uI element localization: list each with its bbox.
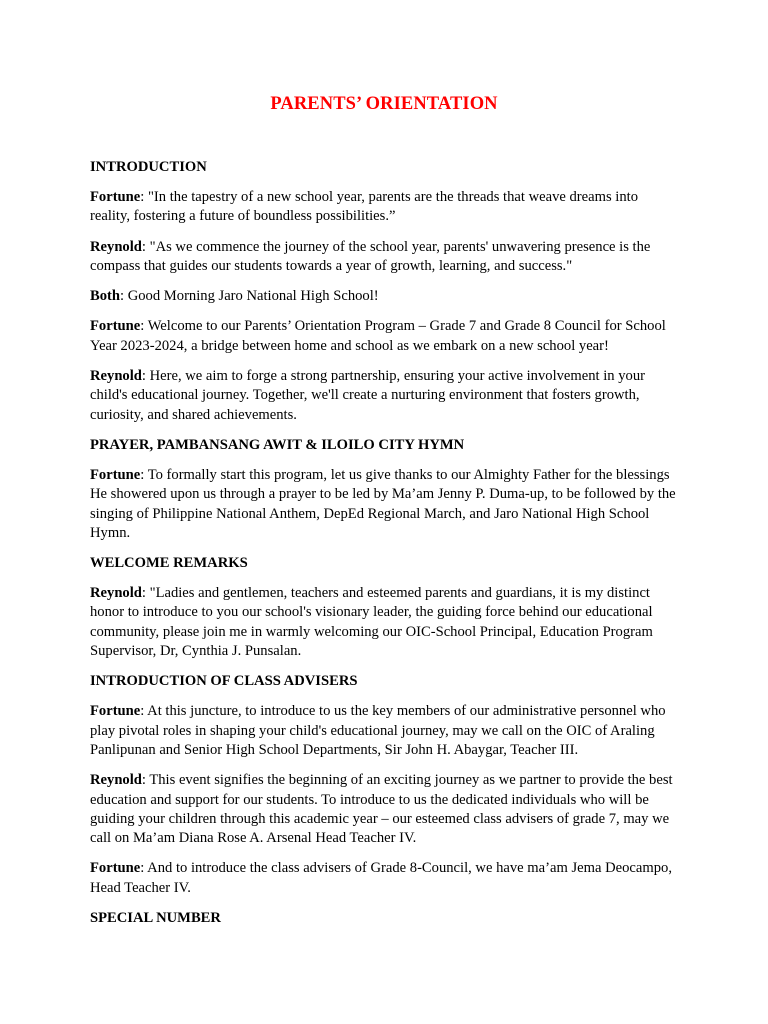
paragraph	[90, 771, 678, 848]
paragraph	[90, 584, 678, 661]
section-heading-special-number: SPECIAL NUMBER	[90, 910, 221, 927]
speaker-name: Reynold	[90, 368, 142, 385]
speaker-name: Fortune	[90, 466, 141, 483]
paragraph-text: : And to introduce the class advisers of Grade 8-Council, we have ma’am Jema Deocampo, Head Teacher IV.	[90, 860, 672, 896]
paragraph	[90, 702, 678, 760]
paragraph-text: : Good Morning Jaro National High School!	[120, 288, 379, 305]
speaker-name: Fortune	[90, 318, 141, 335]
speaker-name: Reynold	[90, 772, 142, 789]
paragraph-text: : At this juncture, to introduce to us the key members of our administrative personnel who play pivotal roles in shaping your child's educational journey, may we call on the OIC of Araling Panlipunan and Senior High School Departments, Sir John H. Abaygar, Teacher III.	[90, 703, 666, 758]
paragraph	[90, 188, 678, 227]
speaker-name: Fortune	[90, 860, 141, 877]
paragraph-text: : This event signifies the beginning of an exciting journey as we partner to provide the best education and support for our students. To introduce to us the dedicated individuals who will be guiding your children through this academic year – our esteemed class advisers of grade 7, may we call on Ma’am Diana Rose A. Arsenal Head Teacher IV.	[90, 772, 673, 847]
paragraph-text: : Here, we aim to forge a strong partnership, ensuring your active involvement in your child's educational journey. Together, we'll create a nurturing environment that fosters growth, curiosity, and shared achievements.	[90, 368, 645, 423]
paragraph-text: : "As we commence the journey of the school year, parents' unwavering presence is the compass that guides our students towards a year of growth, learning, and success."	[90, 238, 651, 274]
section-heading-introduction: INTRODUCTION	[90, 159, 207, 175]
speaker-name: Reynold	[90, 585, 142, 602]
paragraph	[90, 317, 678, 356]
speaker-name: Fortune	[90, 189, 141, 205]
paragraph-text: : "In the tapestry of a new school year, parents are the threads that weave dreams into reality, fostering a future of boundless possibilities.”	[90, 189, 638, 225]
section-heading-welcome-remarks: WELCOME REMARKS	[90, 555, 248, 572]
paragraph	[90, 367, 678, 425]
section-heading-prayer: PRAYER, PAMBANSANG AWIT & ILOILO CITY HYMN	[90, 436, 465, 453]
paragraph	[90, 238, 678, 277]
paragraph-text: : Welcome to our Parents’ Orientation Program – Grade 7 and Grade 8 Council for School Year 2023-2024, a bridge between home and school as we embark on a new school year!	[90, 318, 666, 354]
paragraph	[90, 466, 678, 543]
speaker-name: Both	[90, 288, 121, 305]
section-heading-class-advisers: INTRODUCTION OF CLASS ADVISERS	[90, 673, 358, 690]
document-title: PARENTS’ ORIENTATION	[270, 94, 498, 114]
speaker-name: Reynold	[90, 238, 142, 255]
speaker-name: Fortune	[90, 703, 141, 720]
paragraph-text: : To formally start this program, let us give thanks to our Almighty Father for the blessings He showered upon us through a prayer to be led by Ma’am Jenny P. Duma-up, to be followed by the singing of Philippine National Anthem, DepEd Regional March, and Jaro National High School Hymn.	[90, 466, 676, 541]
paragraph	[90, 287, 678, 306]
paragraph	[90, 859, 678, 898]
paragraph-text: : "Ladies and gentlemen, teachers and esteemed parents and guardians, it is my distinct honor to introduce to you our school's visionary leader, the guiding force behind our educational community, please join me in warmly welcoming our OIC-School Principal, Education Program Supervisor, Dr, Cynthia J. Punsalan.	[90, 585, 653, 660]
